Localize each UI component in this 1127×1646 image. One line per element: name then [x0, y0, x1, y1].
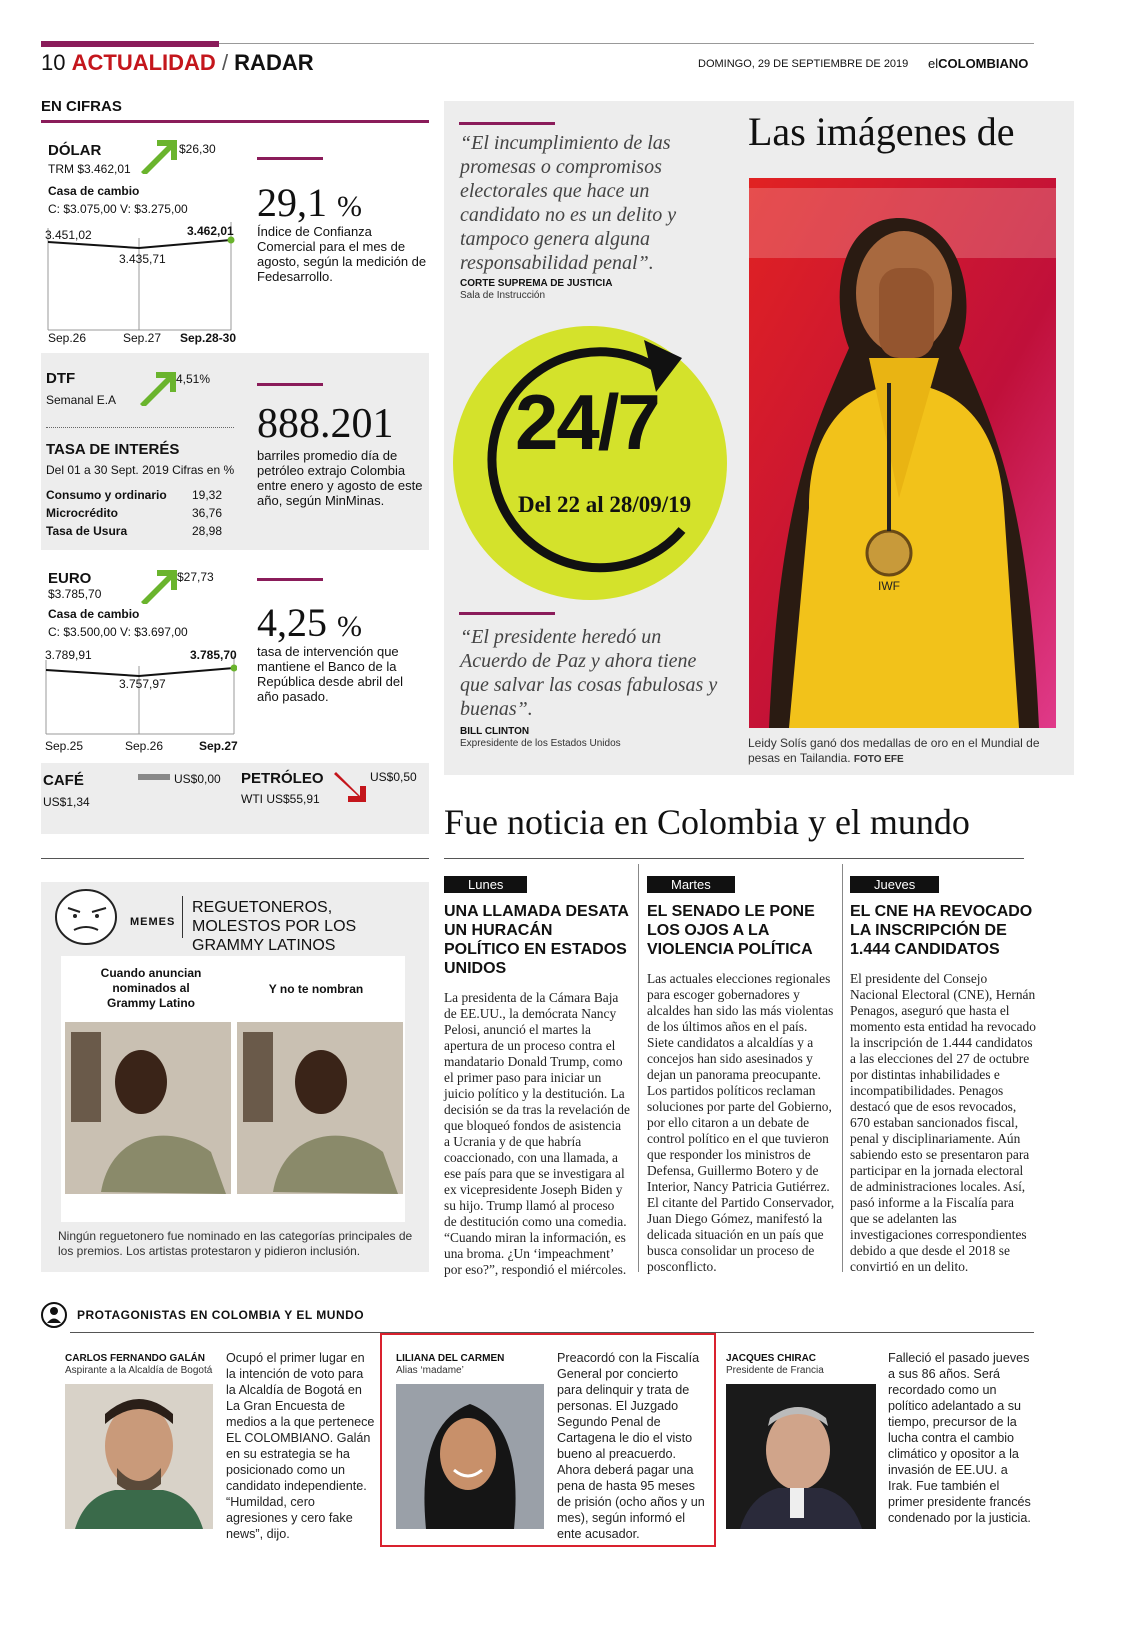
news-item: [444, 876, 630, 1278]
news-rule: [444, 858, 1024, 859]
flat-dash-icon: [138, 774, 170, 780]
arrow-up-icon: [138, 370, 178, 406]
person-photo: [396, 1384, 544, 1529]
weightlifter-illustration: [749, 178, 1056, 728]
stat1-rule: [257, 157, 323, 160]
cafe-price: US$1,34: [43, 795, 90, 809]
dolar-point-2: 3.435,71: [119, 252, 166, 266]
weightlifter-photo: [749, 178, 1056, 728]
news-col-divider-2: [842, 864, 843, 1272]
dolar-change: $26,30: [179, 142, 216, 156]
person-photo: [726, 1384, 876, 1529]
subsection-name: RADAR: [234, 50, 314, 75]
dolar-block: [41, 128, 237, 346]
header-rule: [219, 43, 1034, 44]
dtf-divider: [46, 427, 234, 428]
quote1-author: CORTE SUPREMA DE JUSTICIA: [460, 278, 613, 289]
brand-el: el: [928, 56, 939, 71]
dolar-trm: TRM $3.462,01: [48, 162, 131, 176]
euro-casa-label: Casa de cambio: [48, 607, 140, 621]
stat1-value: 29,1: [257, 180, 327, 225]
arrow-up-icon: [139, 568, 179, 604]
person-text: Preacordó con la Fiscalía General por concierto para delinquir y trata de personas. El Juzgado Segundo Penal de Cartagena le dio el visto bueno al preacuerdo. Ahora deberá pagar una pena de hasta 95 meses de prisión (ocho años y un mes), según informó el ente acusador.: [557, 1351, 705, 1541]
petroleo-change: US$0,50: [370, 770, 417, 784]
cafe-change: US$0,00: [174, 772, 221, 786]
images-caption: Leidy Solís ganó dos medallas de oro en el Mundial de pesas en Tailandia.: [748, 736, 1040, 765]
memes-label: MEMES: [130, 916, 176, 928]
dolar-date-2: Sep.27: [123, 331, 162, 345]
stat3-unit: %: [337, 610, 362, 643]
meme-panel-left-text: Cuando anuncian nominados al Grammy Latino: [100, 966, 202, 1010]
stat3-number: [257, 602, 362, 648]
images-caption-block: [748, 736, 1048, 767]
person-icon: [41, 1302, 67, 1328]
badge-main: 24/7: [515, 378, 659, 466]
tasa-row: Tasa de Usura 28,98: [46, 524, 222, 538]
news-headline: EL SENADO LE PONE LOS OJOS A LA VIOLENCIA POLÍTICA: [647, 903, 815, 958]
person-photo: [65, 1384, 213, 1529]
news-item: [647, 876, 835, 1275]
person-text: Ocupó el primer lugar en la intención de voto para la Alcaldía de Bogotá en La Gran Encuesta de medios a la que pertenece EL COLOMBIANO. Galán en su estrategia se ha posicionado como un candidato independiente. “Humildad, cero agresiones y cero fake news”, dijo.: [226, 1351, 375, 1541]
dolar-point-3: 3.462,01: [187, 224, 234, 238]
dolar-date-3: Sep.28-30: [180, 331, 237, 345]
petroleo-name: PETRÓLEO: [241, 770, 324, 787]
dolar-point-1: 3.451,02: [45, 228, 92, 242]
news-day-label: Martes: [647, 876, 735, 893]
news-item: [850, 876, 1036, 1275]
header-accent-bar: [41, 41, 219, 47]
meme-face-icon: [50, 886, 122, 948]
images-credit: FOTO EFE: [853, 754, 904, 765]
dtf-sub: Semanal E.A: [46, 393, 117, 407]
section-name: ACTUALIDAD: [71, 50, 216, 75]
stat1-number: [257, 182, 362, 228]
euro-trm: $3.785,70: [48, 587, 102, 601]
protagonistas-title: PROTAGONISTAS EN COLOMBIA Y EL MUNDO: [77, 1308, 365, 1322]
header-date: DOMINGO, 29 DE SEPTIEMBRE DE 2019: [698, 58, 909, 70]
quote1-text: “El incumplimiento de las promesas o compromisos electorales que hace un candidato no es un delito y tampoco genera alguna responsabilidad penal”.: [460, 132, 677, 274]
person-role: Presidente de Francia: [726, 1365, 824, 1376]
news-body: La presidenta de la Cámara Baja de EE.UU., la demócrata Nancy Pelosi, anunció el martes la apertura de un proceso contra el mandatario Donald Trump, como el primer paso para iniciar un juicio político y la destitución. La decisión se da tras la revelación de que bloqueó fondos de asistencia a Ucrania y de que habría coaccionado, con una llamada, a ese país para que se investigara al ex vicepresidente Joseph Biden y su hijo. Trump llamó al proceso de destitución como una comedia. “Cuando miran la información, es una broma. ¿Un ‘impeachment’ por eso?”, respondió el miércoles.: [444, 990, 630, 1277]
quote2-rule: [459, 612, 555, 615]
tasa-sub: Del 01 a 30 Sept. 2019 Cifras en %: [46, 463, 235, 477]
memes-rule: [41, 858, 429, 859]
memes-caption: Ningún reguetonero fue nominado en las categorías principales de los premios. Los artistas protestaron y pidieron inclusión.: [58, 1229, 413, 1258]
memes-divider: [182, 896, 183, 938]
arrow-down-icon: [334, 768, 370, 802]
dolar-name: DÓLAR: [48, 142, 102, 159]
meme-panel-right-text: Y no te nombran: [268, 982, 364, 996]
petroleo-price: WTI US$55,91: [241, 792, 320, 806]
person-name: LILIANA DEL CARMEN: [396, 1353, 505, 1364]
quote2-text: “El presidente heredó un Acuerdo de Paz y ahora tiene que salvar las cosas fabulosas y buenas”.: [460, 626, 718, 720]
dolar-casa-label: Casa de cambio: [48, 184, 140, 198]
news-day-label: Lunes: [444, 876, 527, 893]
tasa-row: Consumo y ordinario 19,32: [46, 488, 222, 502]
badge-dates: Del 22 al 28/09/19: [518, 492, 692, 517]
euro-date-1: Sep.25: [45, 739, 84, 753]
euro-date-3: Sep.27: [199, 739, 238, 753]
news-body: Las actuales elecciones regionales para escoger gobernadores y alcaldes han sido las más violentas de los últimos años en el país. Siete candidatos a alcaldías y a concejos han sido asesinados y dejan un panorama preocupante. Los partidos políticos reclaman soluciones por parte del Gobierno, por ello citaron a un debate de control político en el que tuvieron que responder los ministros de Defensa, Guillermo Botero y de Interior, Nancy Patricia Gutiérrez. El citante del Partido Conservador, Juan Diego Gómez, manifestó la delicada situación en un país que busca consolidar un proceso de posconflicto.: [647, 971, 835, 1274]
brand-name: COLOMBIANO: [938, 56, 1029, 71]
tasa-table: [46, 486, 222, 540]
dtf-change: 4,51%: [176, 372, 211, 386]
news-headline: UNA LLAMADA DESATA UN HURACÁN POLÍTICO EN ESTADOS UNIDOS: [444, 903, 629, 977]
news-body: El presidente del Consejo Nacional Electoral (CNE), Hernán Penagos, aseguró que hasta el momento esta entidad ha revocado la inscripción de 1.444 candidatos a las elecciones del 27 de octubre por distintas inhabilidades e incompatibilidades. Penagos destacó que de esos revocados, 670 estaban sancionados fiscal, penal y disciplinariamente. Aún sabiendo esto se presentaron para participar en la jornada electoral de administraciones locales. Así, pasó informe a la Fiscalía para que se adelanten las investigaciones correspondientes debido a que desde el 2018 se convirtió en un delito.: [850, 971, 1036, 1274]
euro-casa-values: C: $3.500,00 V: $3.697,00: [48, 625, 188, 639]
person-role: Aspirante a la Alcaldía de Bogotá: [65, 1365, 213, 1376]
person-text: Falleció el pasado jueves a sus 86 años. Será recordado como un político adelantado a su tiempo, precursor de la lucha contra el cambio climático y opositor a la invasión de EE.UU. a Irak. Fue también el primer presidente francés condenado por la justicia.: [888, 1351, 1031, 1525]
euro-date-2: Sep.26: [125, 739, 164, 753]
person-name: JACQUES CHIRAC: [726, 1353, 817, 1364]
dtf-name: DTF: [46, 370, 76, 387]
cifras-title: EN CIFRAS: [41, 98, 122, 115]
news-title: Fue noticia en Colombia y el mundo: [444, 802, 970, 842]
euro-name: EURO: [48, 570, 92, 587]
cafe-name: CAFÉ: [43, 772, 84, 789]
person-name: CARLOS FERNANDO GALÁN: [65, 1353, 205, 1364]
dolar-casa-values: C: $3.075,00 V: $3.275,00: [48, 202, 188, 216]
tasa-title: TASA DE INTERÉS: [46, 441, 180, 458]
header-brand: [928, 56, 1028, 71]
news-col-divider-1: [638, 864, 639, 1272]
quote2-author: BILL CLINTON: [460, 726, 530, 737]
euro-change: $27,73: [177, 570, 214, 584]
quote1-rule: [459, 122, 555, 125]
page-number: 10: [41, 50, 66, 75]
stat3-rule: [257, 578, 323, 581]
stat3-value: 4,25: [257, 600, 327, 645]
meme-photos: [61, 1022, 405, 1222]
arrow-up-icon: [139, 138, 179, 174]
person-role: Alias ‘madame’: [396, 1365, 464, 1376]
medal-text: IWF: [878, 579, 900, 593]
euro-block: [41, 560, 237, 756]
images-title: Las imágenes de: [748, 109, 1015, 154]
stat2-rule: [257, 383, 323, 386]
cifras-rule: [41, 120, 429, 123]
header-section: 10 ACTUALIDAD / RADAR: [41, 50, 314, 75]
meme-image: [61, 956, 405, 1222]
news-headline: EL CNE HA REVOCADO LA INSCRIPCIÓN DE 1.444 CANDIDATOS: [850, 903, 1033, 958]
quote1-role: Sala de Instrucción: [460, 290, 546, 301]
stat1-desc: Índice de Confianza Comercial para el mes de agosto, según la medición de Fedesarrollo.: [257, 224, 427, 284]
euro-point-2: 3.757,97: [119, 677, 166, 691]
dolar-date-1: Sep.26: [48, 331, 87, 345]
euro-point-3: 3.785,70: [190, 648, 237, 662]
quote2-role: Expresidente de los Estados Unidos: [460, 738, 621, 749]
stat1-unit: %: [337, 190, 362, 223]
tasa-row: Microcrédito 36,76: [46, 506, 222, 520]
stat2-value: 888.201: [257, 401, 394, 447]
stat2-desc: barriles promedio día de petróleo extrajo Colombia entre enero y agosto de este año, según MinMinas.: [257, 448, 423, 508]
stat3-desc: tasa de intervención que mantiene el Banco de la República desde abril del año pasado.: [257, 644, 403, 704]
memes-title: REGUETONEROS, MOLESTOS POR LOS GRAMMY LATINOS: [192, 899, 357, 954]
euro-point-1: 3.789,91: [45, 648, 92, 662]
news-day-label: Jueves: [850, 876, 939, 893]
